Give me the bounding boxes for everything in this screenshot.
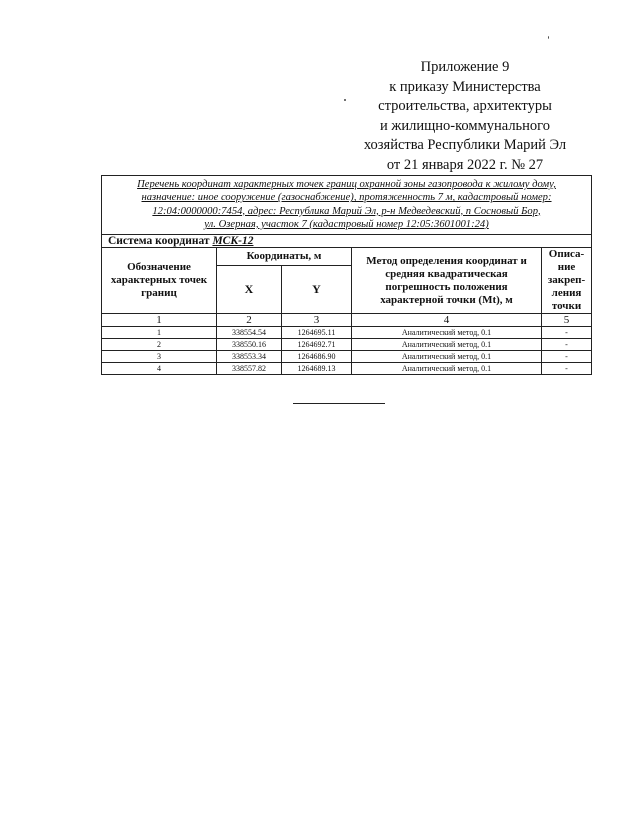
coord-system bbox=[102, 235, 592, 248]
separator-line bbox=[293, 403, 385, 404]
appendix-line: хозяйства Республики Марий Эл bbox=[363, 137, 567, 153]
table-title-line: Перечень координат характерных точек границ охранной зоны газопровода к жилому дому, bbox=[137, 179, 556, 190]
table-row bbox=[102, 351, 592, 363]
cell-x: 338557.82 bbox=[217, 363, 282, 375]
header-point-line: характерных точек bbox=[110, 274, 208, 287]
table-row bbox=[102, 363, 592, 375]
scan-speck bbox=[344, 99, 346, 101]
header-method-line: характерной точки (Mt), м bbox=[380, 293, 513, 306]
header-y: Y bbox=[282, 265, 352, 313]
header-description-line: Описа- bbox=[548, 248, 585, 261]
appendix-line: к приказу Министерства bbox=[389, 78, 541, 95]
cell-method: Аналитический метод, 0.1 bbox=[352, 363, 542, 375]
header-x: X bbox=[217, 265, 282, 313]
cell-y: 1264695.11 bbox=[282, 327, 352, 339]
cell-description: - bbox=[542, 327, 592, 339]
coord-system-value: МСК-12 bbox=[212, 235, 254, 248]
coord-system-label: Система координат bbox=[108, 235, 210, 248]
appendix-line: от 21 января 2022 г. № 27 bbox=[386, 156, 544, 173]
header-description-line: ления bbox=[551, 287, 582, 300]
header-method-line: погрешность положения bbox=[385, 280, 508, 293]
cell-x: 338553.34 bbox=[217, 351, 282, 363]
cell-y: 1264686.90 bbox=[282, 351, 352, 363]
cell-x: 338554.54 bbox=[217, 327, 282, 339]
header-description-line: закреп- bbox=[547, 274, 586, 287]
header-coords: Координаты, м bbox=[217, 248, 352, 266]
column-number: 5 bbox=[542, 314, 592, 327]
header-description-line: точки bbox=[551, 300, 582, 313]
appendix-line: Приложение 9 bbox=[420, 59, 510, 75]
table-row bbox=[102, 339, 592, 351]
header-description-line: ние bbox=[557, 261, 576, 274]
column-number: 1 bbox=[102, 314, 217, 327]
column-number: 4 bbox=[352, 314, 542, 327]
header-point bbox=[102, 248, 217, 314]
coord-system-row bbox=[102, 235, 592, 248]
cell-point: 4 bbox=[102, 363, 217, 375]
table-title bbox=[102, 176, 592, 235]
cell-point: 1 bbox=[102, 327, 217, 339]
header-description bbox=[542, 248, 592, 314]
appendix-line: и жилищно-коммунального bbox=[379, 117, 551, 134]
coordinates-table bbox=[101, 175, 592, 375]
column-number: 3 bbox=[282, 314, 352, 327]
cell-point: 3 bbox=[102, 351, 217, 363]
cell-x: 338550.16 bbox=[217, 339, 282, 351]
cell-description: - bbox=[542, 363, 592, 375]
table-row bbox=[102, 327, 592, 339]
header-point-line: границ bbox=[141, 287, 177, 300]
table-title-row bbox=[102, 176, 592, 235]
table-title-line: назначение: иное сооружение (газоснабжение), протяженность 7 м, кадастровый номер: bbox=[141, 192, 552, 204]
header-method-line: Метод определения координат и bbox=[366, 254, 527, 267]
scan-speck bbox=[548, 36, 549, 39]
header-method-line: средняя квадратическая bbox=[385, 267, 508, 280]
cell-y: 1264692.71 bbox=[282, 339, 352, 351]
cell-method: Аналитический метод, 0.1 bbox=[352, 351, 542, 363]
header-method bbox=[352, 248, 542, 314]
header-point-line: Обозначение bbox=[127, 261, 191, 274]
appendix-header bbox=[340, 58, 590, 175]
cell-point: 2 bbox=[102, 339, 217, 351]
table-title-line: 12:04:0000000:7454, адрес: Республика Марий Эл, р-н Медведевский, п Сосновый Бор, bbox=[152, 205, 541, 217]
header-row bbox=[102, 248, 592, 266]
appendix-line: строительства, архитектуры bbox=[378, 98, 552, 114]
cell-method: Аналитический метод, 0.1 bbox=[352, 339, 542, 351]
cell-method: Аналитический метод, 0.1 bbox=[352, 327, 542, 339]
cell-description: - bbox=[542, 351, 592, 363]
cell-y: 1264689.13 bbox=[282, 363, 352, 375]
column-number-row bbox=[102, 314, 592, 327]
cell-description: - bbox=[542, 339, 592, 351]
table-title-line: ул. Озерная, участок 7 (кадастровый номер 12:05:3601001:24) bbox=[204, 218, 489, 230]
column-number: 2 bbox=[217, 314, 282, 327]
